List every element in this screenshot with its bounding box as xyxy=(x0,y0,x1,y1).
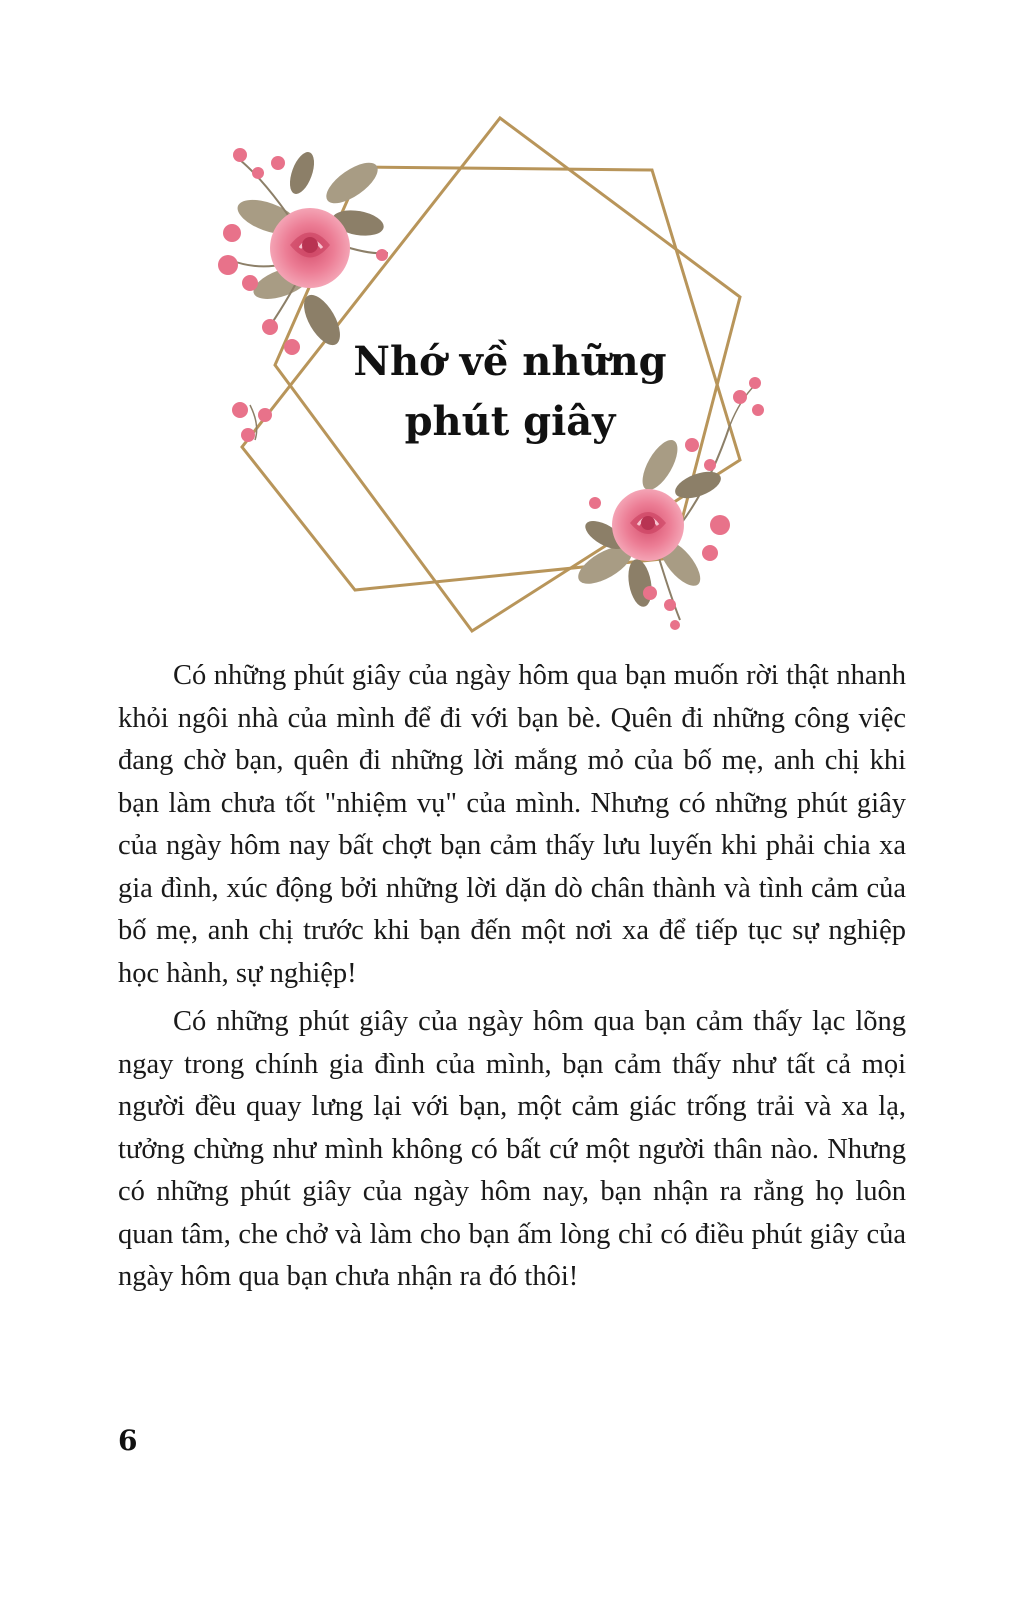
chapter-title xyxy=(300,332,720,452)
blossom-icon xyxy=(284,339,300,355)
blossom-icon xyxy=(733,390,747,404)
blossom-icon xyxy=(752,404,764,416)
page-number: 6 xyxy=(118,1424,138,1457)
blossom-icon xyxy=(241,428,255,442)
blossom-icon xyxy=(664,599,676,611)
blossom-icon xyxy=(252,167,264,179)
blossom-icon xyxy=(258,408,272,422)
blossom-icon xyxy=(749,377,761,389)
blossom-icon xyxy=(271,156,285,170)
paragraph: Có những phút giây của ngày hôm qua bạn muốn rời thật nhanh khỏi ngôi nhà của mình để đi với bạn bè. Quên đi những công việc đang chờ bạn, quên đi những lời mắng mỏ của bố mẹ, anh chị khi bạn làm chưa tốt "nhiệm vụ" của mình. Nhưng có những phút giây của ngày hôm nay bất chợt bạn cảm thấy lưu luyến khi phải chia xa gia đình, xúc động bởi những lời dặn dò chân thành và tình cảm của bố mẹ, anh chị trước khi bạn đến một nơi xa để tiếp tục sự nghiệp học hành, sự nghiệp! xyxy=(118,660,906,989)
paragraph: Có những phút giây của ngày hôm qua bạn cảm thấy lạc lõng ngay trong chính gia đình của mình, bạn cảm thấy như tất cả mọi người đều quay lưng lại với bạn, một cảm giác trống trải và xa lạ, tưởng chừng như mình không có bất cứ một người thân nào. Nhưng có những phút giây của ngày hôm nay, bạn nhận ra rằng họ luôn quan tâm, che chở và làm cho bạn ấm lòng chỉ có điều phút giây của ngày hôm qua bạn chưa nhận ra đó thôi! xyxy=(118,1006,906,1292)
blossom-icon xyxy=(242,275,258,291)
leaf-icon xyxy=(285,149,319,197)
chapter-title-line-1: Nhớ về những xyxy=(353,337,667,385)
blossom-icon xyxy=(233,148,247,162)
blossom-icon xyxy=(643,586,657,600)
blossom-icon xyxy=(262,319,278,335)
leaf-icon xyxy=(320,155,384,211)
blossom-icon xyxy=(223,224,241,242)
chapter-title-line-2: phút giây xyxy=(404,397,616,445)
blossom-icon xyxy=(589,497,601,509)
blossom-icon xyxy=(702,545,718,561)
blossom-icon xyxy=(670,620,680,630)
blossom-icon xyxy=(710,515,730,535)
leaf-icon xyxy=(625,557,655,608)
blossom-icon xyxy=(232,402,248,418)
body-text xyxy=(118,655,906,1305)
blossom-icon xyxy=(704,459,716,471)
blossom-icon xyxy=(376,249,388,261)
blossom-icon xyxy=(218,255,238,275)
